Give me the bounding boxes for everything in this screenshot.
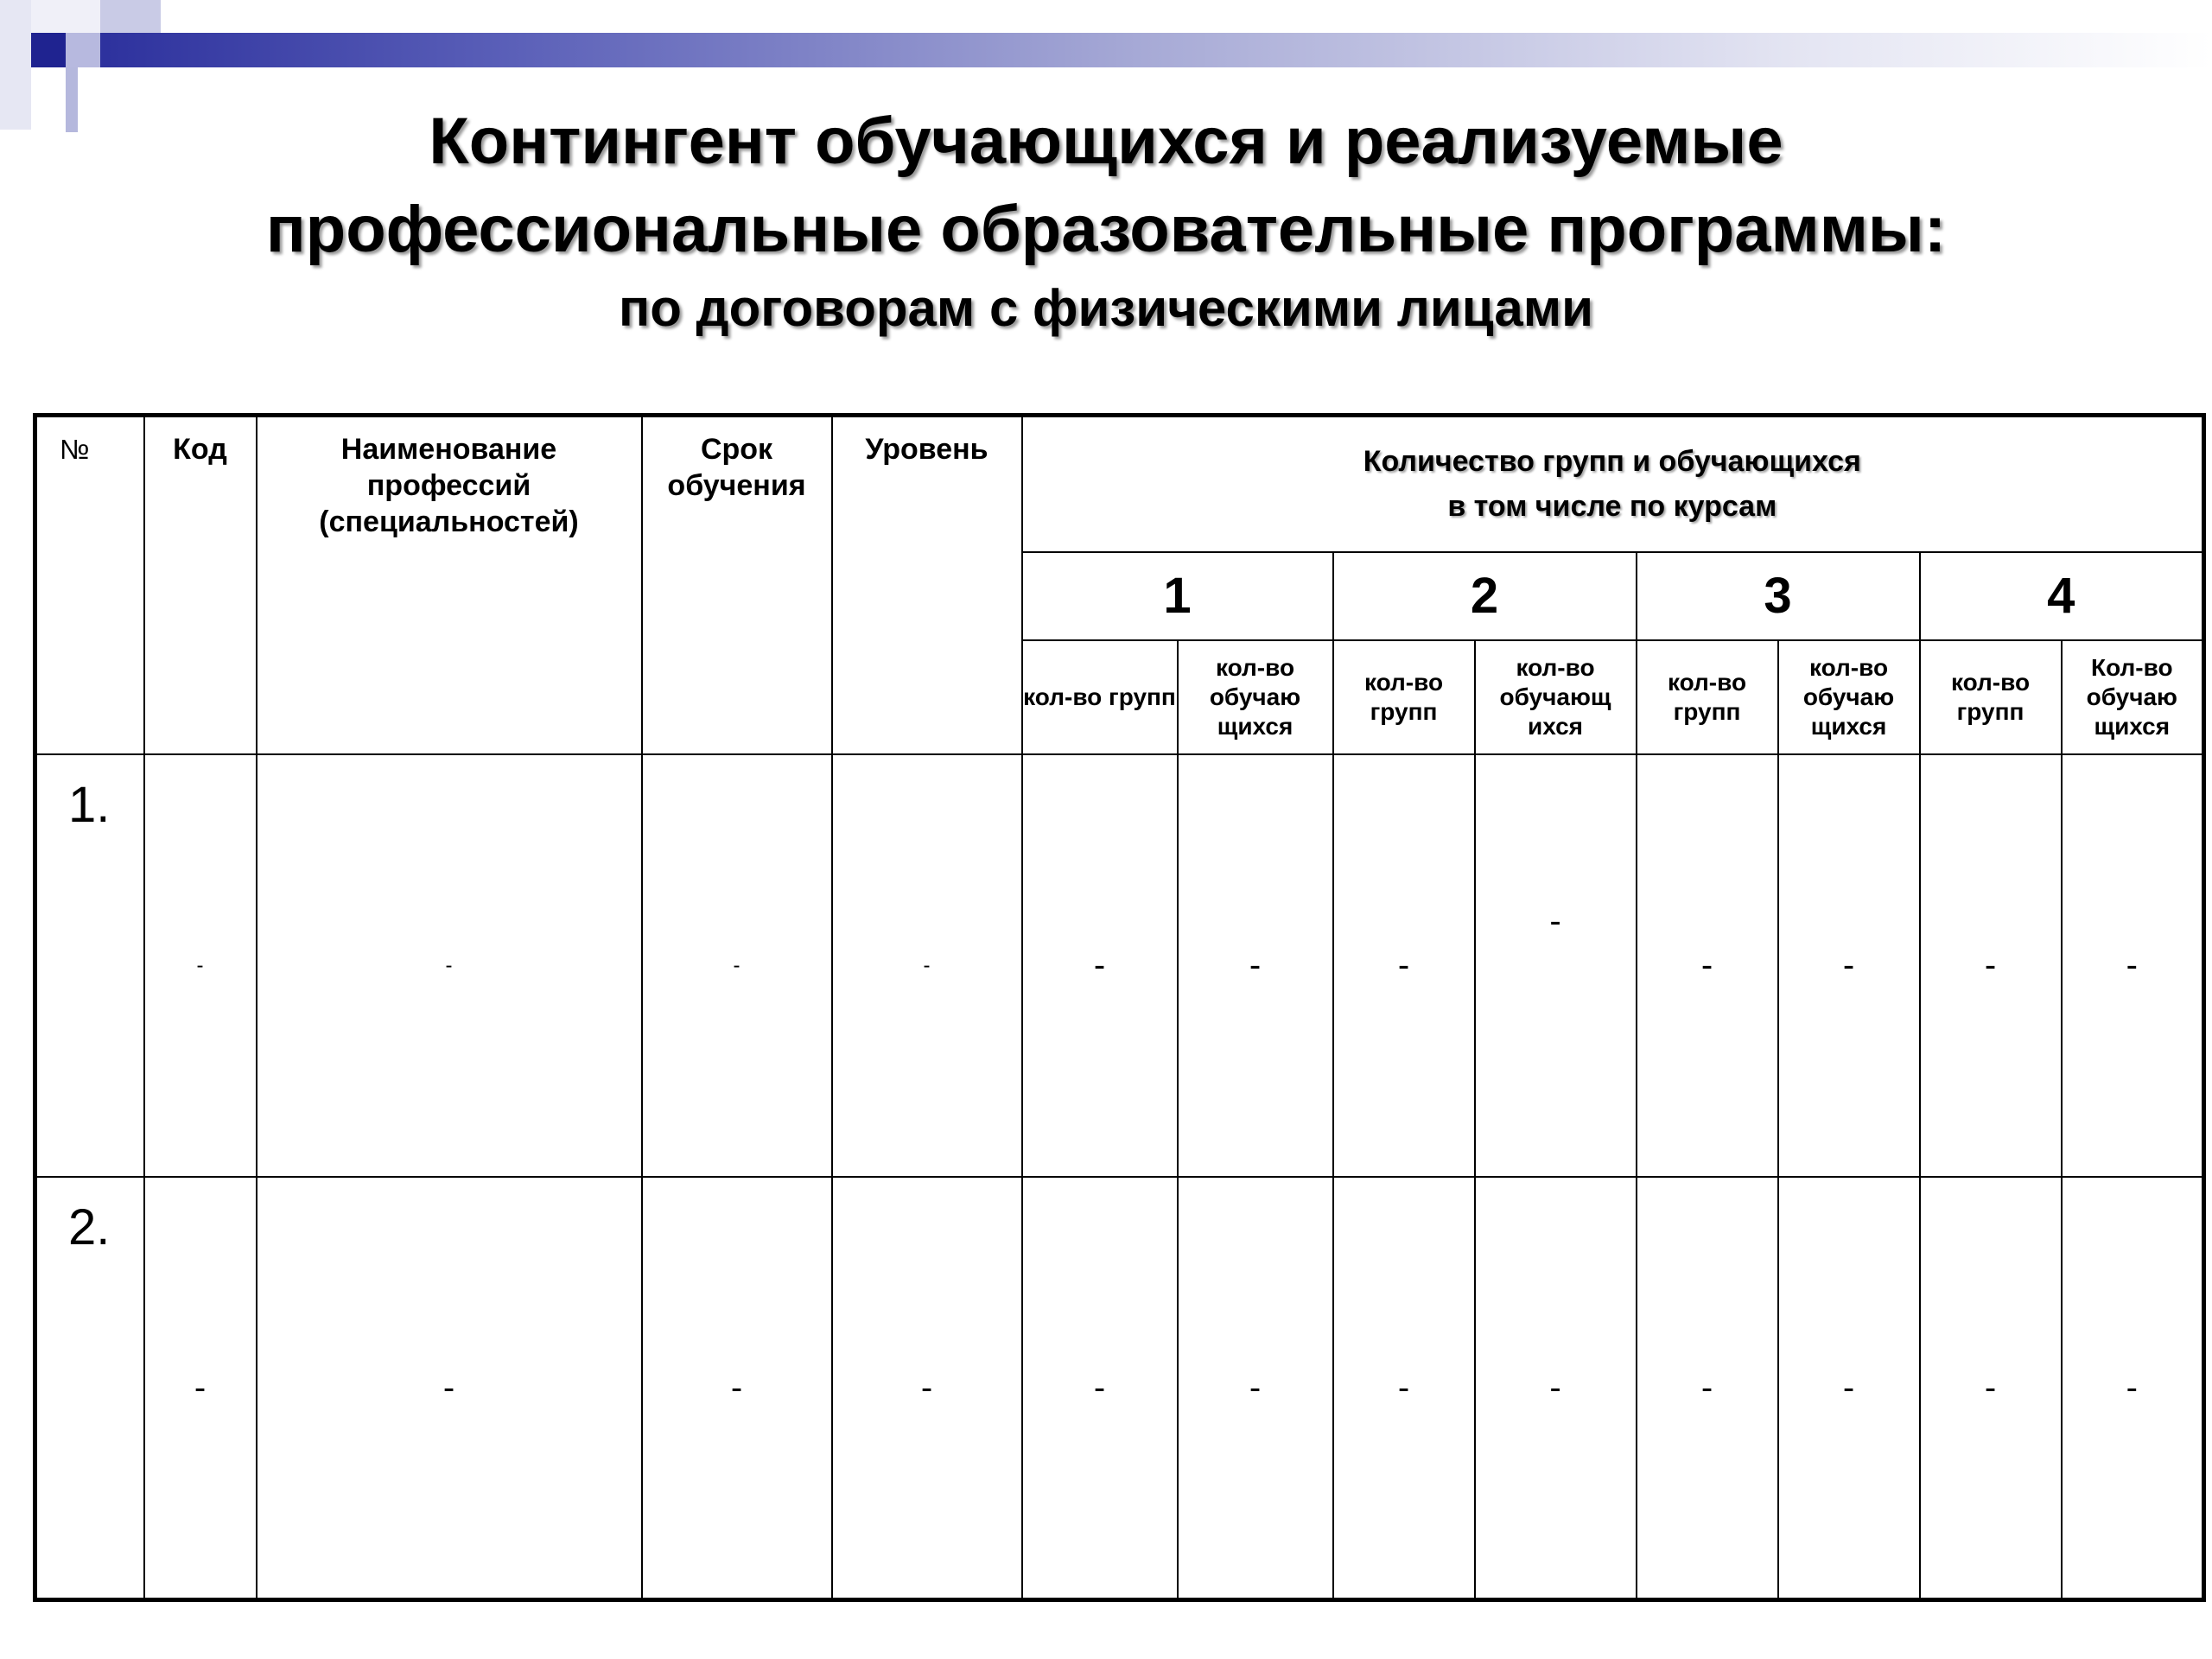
cell-level: -: [832, 754, 1022, 1177]
decor-square: [31, 33, 66, 67]
decor-square: [31, 0, 100, 33]
cell-value: -: [1333, 1177, 1475, 1599]
header-course-2: 2: [1333, 552, 1637, 640]
cell-value: -: [1475, 754, 1637, 1177]
cell-value: -: [1178, 1177, 1333, 1599]
subheader-groups: кол-во групп: [1333, 640, 1475, 754]
header-level: Уровень: [832, 416, 1022, 755]
cell-value: -: [1178, 754, 1333, 1177]
cell-level: -: [832, 1177, 1022, 1599]
header-groups-caption-line2: в том числе по курсам: [1447, 490, 1777, 524]
subheader-students: кол-во обучаю щихся: [1778, 640, 1920, 754]
header-duration: Срок обучения: [642, 416, 832, 755]
cell-code: -: [144, 754, 257, 1177]
cell-code: -: [144, 1177, 257, 1599]
page-subtitle: по договорам с физическими лицами: [619, 279, 1593, 337]
cell-name: -: [257, 1177, 642, 1599]
subheader-students: Кол-во обучаю щихся: [2062, 640, 2204, 754]
cell-duration: -: [642, 754, 832, 1177]
header-course-4: 4: [1920, 552, 2204, 640]
table-row: [35, 754, 2204, 1177]
subheader-students: кол-во обучаю щихся: [1178, 640, 1333, 754]
header-course-3: 3: [1637, 552, 1920, 640]
page-title-line1: Контингент обучающихся и реализуемые: [429, 105, 1783, 178]
row-number: 2.: [35, 1177, 144, 1599]
cell-value: -: [1778, 754, 1920, 1177]
cell-value: -: [1333, 754, 1475, 1177]
cell-value: -: [1637, 754, 1778, 1177]
cell-value: -: [2062, 754, 2204, 1177]
cell-value: -: [1022, 1177, 1178, 1599]
header-course-1: 1: [1022, 552, 1333, 640]
row-number: 1.: [35, 754, 144, 1177]
cell-value: -: [1920, 754, 2062, 1177]
decor-gradient-band: [78, 33, 2212, 67]
page-title-line2: профессиональные образовательные программы:: [265, 193, 1947, 266]
header-code: Код: [144, 416, 257, 755]
subheader-groups: кол-во групп: [1637, 640, 1778, 754]
header-no: №: [35, 416, 144, 755]
cell-value: -: [2062, 1177, 2204, 1599]
cell-value: -: [1778, 1177, 1920, 1599]
subheader-students: кол-во обучающ ихся: [1475, 640, 1637, 754]
contingent-table: [33, 413, 2206, 1602]
cell-value: -: [1920, 1177, 2062, 1599]
header-name: Наименование профессий (специальностей): [257, 416, 642, 755]
header-groups-caption: [1022, 416, 2204, 552]
cell-value: -: [1475, 1177, 1637, 1599]
table-row: [35, 1177, 2204, 1599]
cell-value: -: [1637, 1177, 1778, 1599]
cell-value: -: [1022, 754, 1178, 1177]
cell-name: -: [257, 754, 642, 1177]
subheader-groups: кол-во групп: [1920, 640, 2062, 754]
cell-duration: -: [642, 1177, 832, 1599]
subheader-groups: кол-во групп: [1022, 640, 1178, 754]
header-groups-caption-line1: Количество групп и обучающихся: [1363, 445, 1861, 479]
decor-square: [66, 33, 100, 67]
